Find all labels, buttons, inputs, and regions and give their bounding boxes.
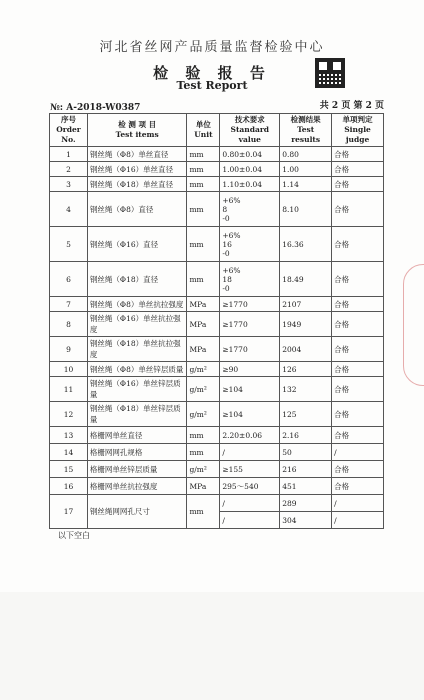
table-cell: MPa [187, 478, 220, 495]
col-single-judge: 单项判定 Single judge [332, 114, 384, 147]
table-cell: 0.80±0.04 [220, 147, 280, 162]
table-cell: 5 [50, 227, 88, 262]
table-cell: ≥1770 [220, 337, 280, 362]
table-cell: 合格 [332, 192, 384, 227]
table-row: 5 钢丝绳（Φ16）直径 mm +6% 16 -0 16.36 合格 [50, 227, 384, 262]
table-cell: 2107 [280, 297, 332, 312]
table-cell: 钢丝绳网网孔尺寸 [87, 495, 187, 529]
table-cell: 125 [280, 402, 332, 427]
table-cell: 6 [50, 262, 88, 297]
table-cell: 1.10±0.04 [220, 177, 280, 192]
table-cell: 132 [280, 377, 332, 402]
table-cell: 50 [280, 444, 332, 461]
table-cell: 合格 [332, 427, 384, 444]
table-cell: 1.14 [280, 177, 332, 192]
table-cell: 295～540 [220, 478, 280, 495]
table-cell: 钢丝绳（Φ16）单丝直径 [87, 162, 187, 177]
table-cell: mm [187, 227, 220, 262]
table-row [50, 444, 384, 461]
table-cell: 钢丝绳（Φ18）单丝抗拉强度 [87, 337, 187, 362]
table-row [50, 177, 384, 192]
table-cell: mm [187, 177, 220, 192]
table-cell: ≥1770 [220, 312, 280, 337]
table-cell: 合格 [332, 478, 384, 495]
table-cell: 合格 [332, 297, 384, 312]
table-cell: 合格 [332, 461, 384, 478]
table-cell: mm [187, 427, 220, 444]
table-cell: ≥155 [220, 461, 280, 478]
table-cell: mm [187, 192, 220, 227]
table-cell: 1.00±0.04 [220, 162, 280, 177]
table-cell: mm [187, 495, 220, 529]
table-cell: ≥104 [220, 377, 280, 402]
table-cell: 2004 [280, 337, 332, 362]
table-row [50, 402, 384, 427]
table-row: 4 钢丝绳（Φ8）直径 mm +6% 8 -0 8.10 合格 [50, 192, 384, 227]
table-cell: 4 [50, 192, 88, 227]
table-cell: 1949 [280, 312, 332, 337]
table-cell: 钢丝绳（Φ16）单丝锌层质量 [87, 377, 187, 402]
table-cell: 216 [280, 461, 332, 478]
table-cell: mm [187, 444, 220, 461]
table-cell: 合格 [332, 312, 384, 337]
table-cell: 7 [50, 297, 88, 312]
table-cell: 1 [50, 147, 88, 162]
table-cell: 钢丝绳（Φ8）直径 [87, 192, 187, 227]
table-cell: 8.10 [280, 192, 332, 227]
table-cell: g/m² [187, 461, 220, 478]
table-cell: 15 [50, 461, 88, 478]
table-cell: g/m² [187, 402, 220, 427]
table-cell: mm [187, 262, 220, 297]
table-cell: ≥90 [220, 362, 280, 377]
table-cell: MPa [187, 297, 220, 312]
table-header-row [50, 114, 384, 147]
col-test-items: 检 测 项 目 Test items [87, 114, 187, 147]
table-cell: 合格 [332, 262, 384, 297]
table-cell: 合格 [332, 402, 384, 427]
table-cell: 16 [50, 478, 88, 495]
table-row [50, 297, 384, 312]
table-cell: g/m² [187, 362, 220, 377]
table-cell: 289 [280, 495, 332, 512]
table-cell: / [332, 444, 384, 461]
seam-stamp-icon [403, 264, 424, 386]
table-cell: 合格 [332, 377, 384, 402]
table-row [50, 377, 384, 402]
table-row [50, 495, 384, 512]
table-row [50, 162, 384, 177]
table-cell: 3 [50, 177, 88, 192]
table-cell: mm [187, 147, 220, 162]
table-cell: 1.00 [280, 162, 332, 177]
table-cell: 304 [280, 512, 332, 529]
table-cell: ≥104 [220, 402, 280, 427]
table-cell: 钢丝绳（Φ16）单丝抗拉强度 [87, 312, 187, 337]
table-cell: 钢丝绳（Φ8）单丝直径 [87, 147, 187, 162]
table-row: 6 钢丝绳（Φ18）直径 mm +6% 18 -0 18.49 合格 [50, 262, 384, 297]
table-cell: 13 [50, 427, 88, 444]
col-test-results: 检测结果 Test results [280, 114, 332, 147]
table-cell: 钢丝绳（Φ8）单丝抗拉强度 [87, 297, 187, 312]
table-cell: 合格 [332, 177, 384, 192]
table-cell: 钢丝绳（Φ18）单丝锌层质量 [87, 402, 187, 427]
table-cell: 钢丝绳（Φ16）直径 [87, 227, 187, 262]
table-cell: / [332, 512, 384, 529]
table-cell: 合格 [332, 147, 384, 162]
report-number: №: A-2018-W0387 [50, 103, 141, 113]
table-cell: 钢丝绳（Φ18）直径 [87, 262, 187, 297]
table-cell: 12 [50, 402, 88, 427]
end-note: 以下空白 [58, 531, 90, 540]
table-row [50, 362, 384, 377]
table-cell: g/m² [187, 377, 220, 402]
table-row [50, 147, 384, 162]
organization-title: 河北省丝网产品质量监督检验中心 [99, 40, 325, 55]
qr-code-icon [315, 58, 345, 88]
table-row [50, 478, 384, 495]
report-title-cn: 检 验 报 告 [153, 64, 271, 82]
table-cell: 14 [50, 444, 88, 461]
table-cell: 2.20±0.06 [220, 427, 280, 444]
table-cell: 钢丝绳（Φ8）单丝锌层质量 [87, 362, 187, 377]
table-row [50, 461, 384, 478]
table-cell: 2.16 [280, 427, 332, 444]
table-cell: 格栅网单丝直径 [87, 427, 187, 444]
table-cell: 126 [280, 362, 332, 377]
table-cell: 17 [50, 495, 88, 529]
table-cell: 合格 [332, 227, 384, 262]
page-count: 共 2 页 第 2 页 [319, 101, 384, 111]
table-cell: 0.80 [280, 147, 332, 162]
table-row [50, 337, 384, 362]
table-cell: 451 [280, 478, 332, 495]
table-cell: 格栅网单丝锌层质量 [87, 461, 187, 478]
table-cell: 16.36 [280, 227, 332, 262]
table-row [50, 312, 384, 337]
table-cell: 9 [50, 337, 88, 362]
table-cell: 格栅网单丝抗拉强度 [87, 478, 187, 495]
table-cell: ≥1770 [220, 297, 280, 312]
table-cell: 合格 [332, 337, 384, 362]
col-unit: 单位 Unit [187, 114, 220, 147]
table-cell: 合格 [332, 162, 384, 177]
table-cell: mm [187, 162, 220, 177]
results-table [49, 113, 384, 529]
table-cell: 格栅网网孔规格 [87, 444, 187, 461]
table-cell: 2 [50, 162, 88, 177]
table-cell: / [332, 495, 384, 512]
table-cell: 8 [50, 312, 88, 337]
col-standard-value: 技术要求 Standard value [220, 114, 280, 147]
table-cell: 钢丝绳（Φ18）单丝直径 [87, 177, 187, 192]
table-cell: 10 [50, 362, 88, 377]
table-cell: / [220, 495, 280, 512]
table-cell: / [220, 512, 280, 529]
table-cell: 18.49 [280, 262, 332, 297]
table-cell: MPa [187, 312, 220, 337]
table-row [50, 427, 384, 444]
table-cell: 合格 [332, 362, 384, 377]
table-cell: MPa [187, 337, 220, 362]
col-order-no: 序号 Order No. [50, 114, 88, 147]
table-cell: 11 [50, 377, 88, 402]
report-title-en: Test Report [176, 79, 248, 92]
table-cell: / [220, 444, 280, 461]
